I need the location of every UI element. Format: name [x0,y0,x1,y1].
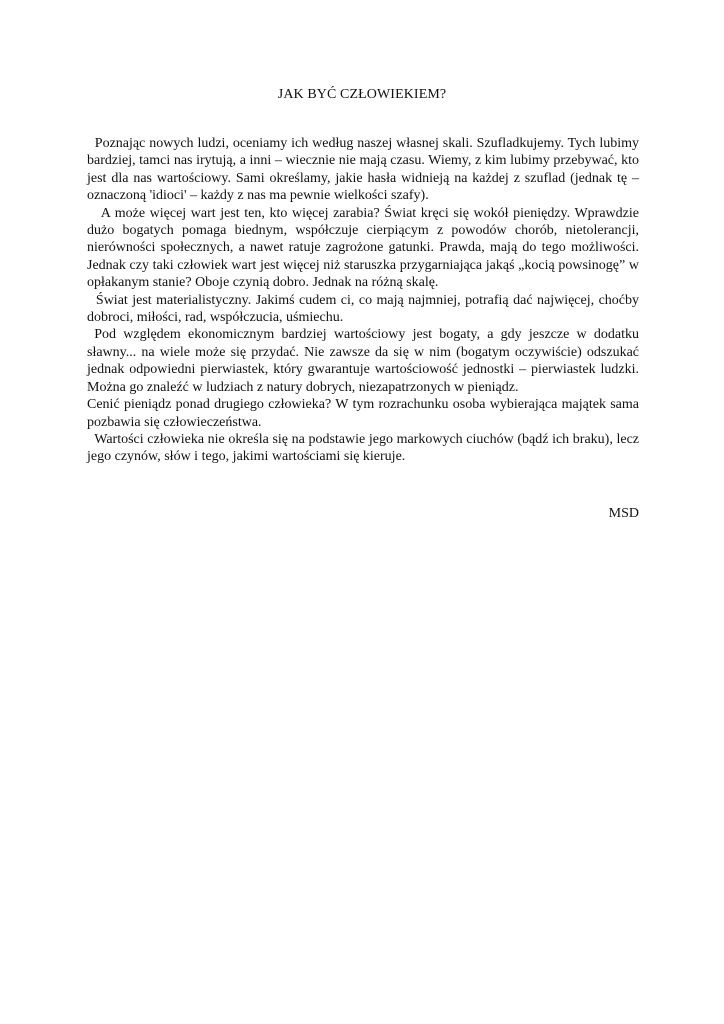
document-title: JAK BYĆ CZŁOWIEKIEM? [277,87,447,102]
paragraph-6: Wartości człowieka nie określa się na podstawie jego markowych ciuchów (bądź ich braku), lecz jego czynów, słów i tego, jakimi wartościami się kieruje. [87,431,639,465]
paragraph-1: Poznając nowych ludzi, oceniamy ich według naszej własnej skali. Szufladkujemy. Tych lubimy bardziej, tamci nas irytują, a inni – wiecznie nie mają czasu. Wiemy, z kim lubimy przebywać, kto jest dla nas wartościowy. Sami określamy, jakie hasła widnieją na każdej z szuflad (jednak tę – oznaczoną 'idioci' – każdy z nas ma pewnie wielkości szafy). [87,136,639,204]
paragraph-4: Pod względem ekonomicznym bardziej wartościowy jest bogaty, a gdy jeszcze w dodatku sławny... na wiele może się przydać. Nie zawsze da się w nim (bogatym oczywiście) odszukać jednak odpowiedni pierwiastek, który gwarantuje wartościowość jednostki – pierwiastek ludzki. Można go znaleźć w ludziach z natury dobrych, niezapatrzonych w pieniądz. [87,327,639,395]
paragraph-2: A może więcej wart jest ten, kto więcej zarabia? Świat kręci się wokół pieniędzy. Wprawdzie dużo bogatych pomaga biednym, współczuje cierpiącym z powodów chorób, nietolerancji, nierówności społecznych, a nawet ratuje zagrożone gatunki. Prawda, mają do tego możliwości. Jednak czy taki człowiek wart jest więcej niż staruszka przygarniająca jakąś „kocią powsinogę” w opłakanym stanie? Oboje czynią dobro. Jednak na różną skalę. [87,205,639,291]
paragraph-5: Cenić pieniądz ponad drugiego człowieka? W tym rozrachunku osoba wybierająca majątek sama pozbawia się człowieczeństwa. [87,397,639,430]
document-body [87,135,639,466]
paragraph-3: Świat jest materialistyczny. Jakimś cudem ci, co mają najmniej, potrafią dać najwięcej, choćby dobroci, miłości, rad, współczucia, uśmiechu. [87,292,639,326]
author-signature: MSD [608,506,639,521]
